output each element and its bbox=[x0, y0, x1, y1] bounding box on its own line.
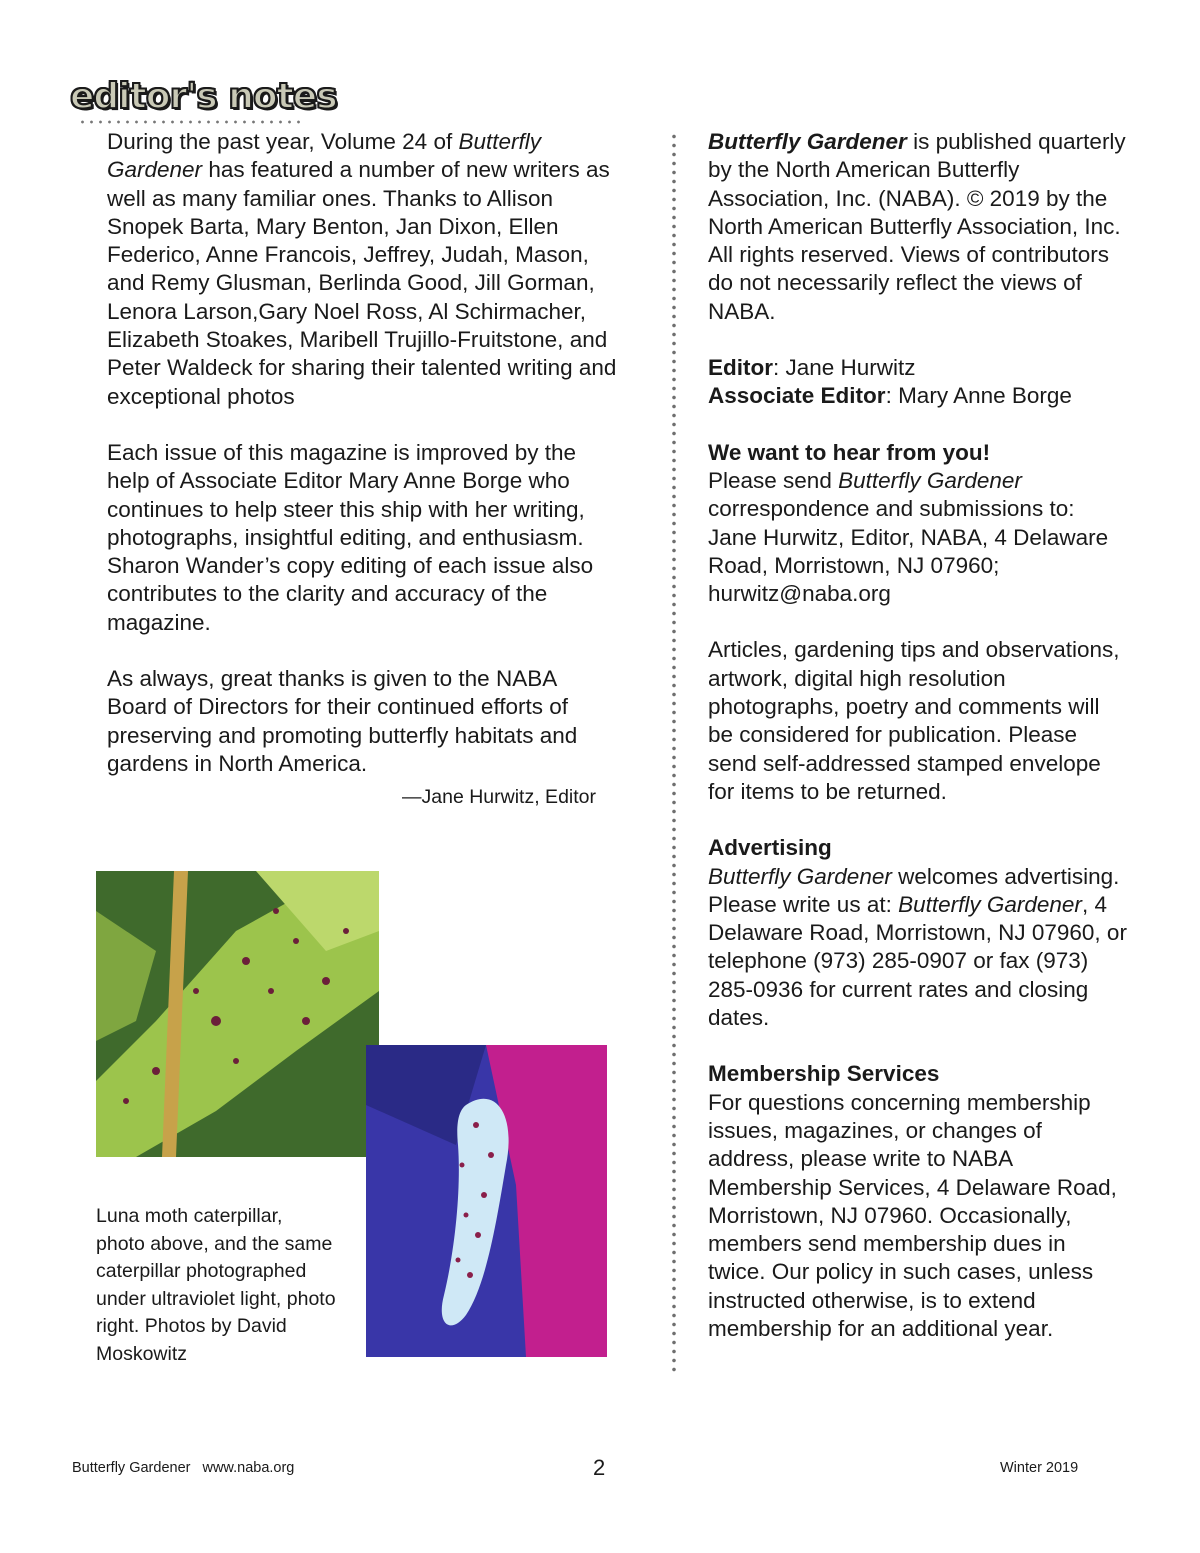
contact-magazine-title: Butterfly Gardener bbox=[838, 467, 1022, 493]
associate-editor-name: : Mary Anne Borge bbox=[885, 383, 1072, 409]
thanks-text-start: During the past year, Volume 24 of bbox=[107, 129, 459, 154]
submissions-paragraph: Articles, gardening tips and observations, artwork, digital high resolution photographs, poetry and comments will be considered for publication. Please send self-addressed stamped envelope for items to be returned. bbox=[708, 637, 1120, 804]
footer-url: www.naba.org bbox=[202, 1460, 295, 1476]
heading-dotted-rule bbox=[78, 120, 300, 124]
advertising-paragraph bbox=[708, 834, 1128, 1032]
advertising-text-start: welcomes advertising. Please write us at: bbox=[708, 863, 1120, 917]
footer-issue: Winter 2019 bbox=[1000, 1460, 1079, 1476]
masthead-text: is published quarterly by the North American Butterfly Association, Inc. (NABA). © 2019 by the North American Butterfly Association, Inc. All rights reserved. Views of contributors do not necessarily reflect the views of NABA. bbox=[708, 129, 1126, 324]
uv-photo-illustration bbox=[366, 1045, 607, 1357]
membership-text: For questions concerning membership issues, magazines, or changes of address, please write to NABA Membership Services, 4 Delaware Road, Morristown, NJ 07960. Occasionally, members send membership dues in twice. Our policy in such cases, unless instructed otherwise, is to extend membership for an additional year. bbox=[708, 1089, 1117, 1341]
editors-note-column bbox=[107, 128, 622, 810]
contact-text-start: Please send bbox=[708, 467, 839, 493]
page-number: 2 bbox=[593, 1455, 606, 1480]
masthead-title: Butterfly Gardener bbox=[708, 129, 907, 154]
masthead-paragraph bbox=[708, 128, 1128, 326]
footer-publication bbox=[72, 1460, 294, 1476]
advertising-magazine-title-2: Butterfly Gardener bbox=[898, 891, 1082, 917]
membership-paragraph bbox=[708, 1060, 1128, 1343]
thanks-paragraph bbox=[107, 128, 622, 411]
uv-caterpillar-photo bbox=[366, 1045, 607, 1357]
membership-heading: Membership Services bbox=[708, 1061, 940, 1087]
contact-heading: We want to hear from you! bbox=[708, 439, 991, 465]
caterpillar-photo bbox=[96, 871, 379, 1157]
contact-paragraph bbox=[708, 439, 1128, 609]
magazine-title: Butterfly Gardener bbox=[107, 129, 541, 183]
associate-editor-paragraph: Each issue of this magazine is improved by the help of Associate Editor Mary Anne Borge who continues to help steer this ship with her writing, photographs, insightful editing, and enthusiasm. Sharon Wander’s copy editing of each issue also contributes to the clarity and accuracy of the magazine. bbox=[107, 439, 594, 635]
photo-caption: Luna moth caterpillar, photo above, and the same caterpillar photographed under ultraviolet light, photo right. Photos by David Moskowitz bbox=[96, 1205, 336, 1365]
advertising-magazine-title: Butterfly Gardener bbox=[708, 863, 892, 889]
board-thanks-paragraph: As always, great thanks is given to the NABA Board of Directors for their continued efforts of preserving and promoting butterfly habitats and gardens in North America. bbox=[107, 666, 578, 776]
editor-label: Editor bbox=[708, 355, 773, 381]
leaf-photo-illustration bbox=[96, 871, 379, 1157]
editor-signature: —Jane Hurwitz, Editor bbox=[402, 786, 596, 809]
associate-editor-label: Associate Editor bbox=[708, 383, 886, 409]
publication-info-column bbox=[708, 128, 1128, 1343]
page-heading: editor's notes bbox=[70, 76, 337, 117]
advertising-text-rest: , 4 Delaware Road, Morristown, NJ 07960, or telephone (973) 285-0907 or fax (973) 285-0936 for current rates and closing dates. bbox=[708, 891, 1127, 1031]
advertising-heading: Advertising bbox=[708, 835, 832, 861]
column-divider bbox=[672, 132, 676, 1372]
contact-text-rest: correspondence and submissions to: Jane Hurwitz, Editor, NABA, 4 Delaware Road, Morristown, NJ 07960; hurwitz@naba.org bbox=[708, 496, 1109, 607]
thanks-text-rest: has featured a number of new writers as well as many familiar ones. Thanks to Allison Snopek Barta, Mary Benton, Jan Dixon, Ellen Federico, Anne Francois, Jeffrey, Judah, Mason, and Remy Glusman, Berlinda Good, Jill Gorman, Lenora Larson,Gary Noel Ross, Al Schirmacher, Elizabeth Stoakes, Maribell Trujillo-Fruitstone, and Peter Waldeck for sharing their talented writing and exceptional photos bbox=[107, 157, 617, 409]
editors-paragraph bbox=[708, 354, 1128, 411]
footer-publication-name: Butterfly Gardener bbox=[72, 1460, 191, 1476]
editor-name: : Jane Hurwitz bbox=[773, 355, 916, 381]
